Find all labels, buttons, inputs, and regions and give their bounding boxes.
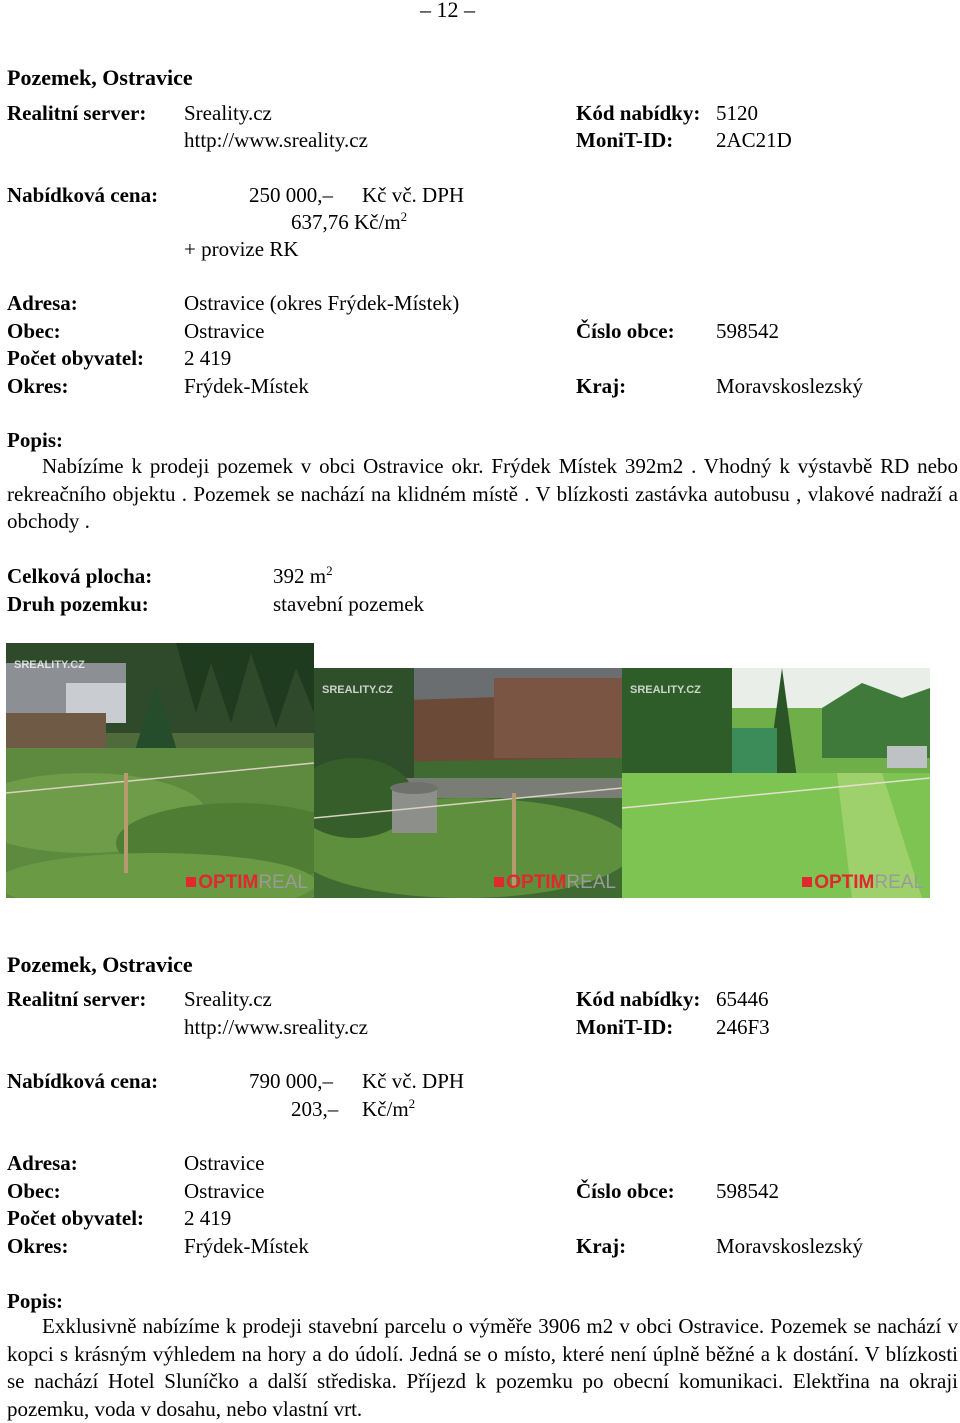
- municipality-number-value: 598542: [716, 319, 779, 343]
- server-name: Sreality.cz: [184, 987, 272, 1011]
- optim-real-logo: OPTIMREAL: [494, 872, 616, 894]
- source-watermark: SREALITY.CZ: [322, 684, 393, 696]
- price-per-m2: 637,76 $Kč/m^2$: [291, 209, 408, 234]
- municipality-label: Obec:: [7, 319, 61, 343]
- monit-id-label: MoniT-ID:: [576, 1015, 674, 1039]
- optim-real-logo: OPTIMREAL: [186, 872, 308, 894]
- population-label: Počet obyvatel:: [7, 1206, 145, 1230]
- description-label: Popis:: [7, 428, 64, 452]
- region-label: Kraj:: [576, 374, 627, 398]
- area-value: 392 $m^2$: [273, 563, 333, 588]
- municipality-value: Ostravice: [184, 319, 265, 343]
- land-type-label: Druh pozemku:: [7, 592, 149, 616]
- source-watermark: SREALITY.CZ: [14, 659, 85, 671]
- property-photo-1: [6, 643, 314, 898]
- municipality-number-label: Číslo obce:: [576, 1179, 675, 1203]
- source-watermark: SREALITY.CZ: [630, 684, 701, 696]
- server-label: Realitní server:: [7, 101, 147, 125]
- region-value: Moravskoslezský: [716, 1234, 863, 1258]
- logo-square-icon: [186, 877, 196, 887]
- page-number: – 12 –: [420, 0, 475, 22]
- offer-code-value: 65446: [716, 987, 769, 1011]
- population-label: Počet obyvatel:: [7, 346, 145, 370]
- description-text: Exklusivně nabízíme k prodeji stavební parcelu o výměře 3906 m2 v obci Ostravice. Pozemek se nachází v kopci s krásným výhledem na hory a do údolí. Jedná se o místo, které není úplně běžné a k dostání. V blízkosti se nachází Hotel Sluníčko a další střediska. Příjezd k pozemku po obecní komunikaci. Elektřina na okraji pozemku, voda v dosahu, nebo vlastní vrt.: [7, 1314, 958, 1421]
- server-name: Sreality.cz: [184, 101, 272, 125]
- offer-code-value: 5120: [716, 101, 758, 125]
- municipality-value: Ostravice: [184, 1179, 265, 1203]
- offer-code-label: Kód nabídky:: [576, 987, 701, 1011]
- price-unit: Kč vč. DPH: [362, 1069, 465, 1093]
- price-value: 790 000,–: [249, 1069, 333, 1093]
- area-label: Celková plocha:: [7, 564, 153, 588]
- region-value: Moravskoslezský: [716, 374, 863, 398]
- optim-real-logo: OPTIMREAL: [802, 872, 924, 894]
- listing-title: Pozemek, Ostravice: [7, 952, 193, 977]
- population-value: 2 419: [184, 346, 232, 370]
- property-photo-2: [314, 668, 622, 898]
- listing-title: Pozemek, Ostravice: [7, 65, 193, 90]
- address-value: Ostravice: [184, 1151, 265, 1175]
- district-label: Okres:: [7, 1234, 69, 1258]
- land-type-value: stavební pozemek: [273, 592, 425, 616]
- property-photo-3: [622, 668, 930, 898]
- monit-id-value: 246F3: [716, 1015, 770, 1039]
- logo-square-icon: [802, 877, 812, 887]
- price-value: 250 000,–: [249, 183, 333, 207]
- address-value: Ostravice (okres Frýdek-Místek): [184, 291, 460, 315]
- district-value: Frýdek-Místek: [184, 374, 309, 398]
- server-label: Realitní server:: [7, 987, 147, 1011]
- price-per-m2-value: 203,–: [291, 1097, 339, 1121]
- region-label: Kraj:: [576, 1234, 627, 1258]
- monit-id-value: 2AC21D: [716, 128, 792, 152]
- municipality-number-label: Číslo obce:: [576, 319, 675, 343]
- logo-square-icon: [494, 877, 504, 887]
- price-per-m2-unit: $Kč/m^2$: [362, 1096, 416, 1121]
- district-label: Okres:: [7, 374, 69, 398]
- price-label: Nabídková cena:: [7, 183, 159, 207]
- municipality-label: Obec:: [7, 1179, 61, 1203]
- population-value: 2 419: [184, 1206, 232, 1230]
- monit-id-label: MoniT-ID:: [576, 128, 674, 152]
- description-label: Popis:: [7, 1289, 64, 1313]
- municipality-number-value: 598542: [716, 1179, 779, 1203]
- server-url-link[interactable]: http://www.sreality.cz: [184, 1015, 368, 1039]
- price-label: Nabídková cena:: [7, 1069, 159, 1093]
- offer-code-label: Kód nabídky:: [576, 101, 701, 125]
- commission-note: + provize RK: [184, 237, 299, 261]
- address-label: Adresa:: [7, 1151, 78, 1175]
- address-label: Adresa:: [7, 291, 78, 315]
- server-url-link[interactable]: http://www.sreality.cz: [184, 128, 368, 152]
- price-unit: Kč vč. DPH: [362, 183, 465, 207]
- description-text: Nabízíme k prodeji pozemek v obci Ostravice okr. Frýdek Místek 392m2 . Vhodný k výstavbě RD nebo rekreačního objektu . Pozemek se nachází na klidném místě . V blízkosti zastávka autobusu , vlakové nadraží a obchody .: [7, 454, 958, 533]
- district-value: Frýdek-Místek: [184, 1234, 309, 1258]
